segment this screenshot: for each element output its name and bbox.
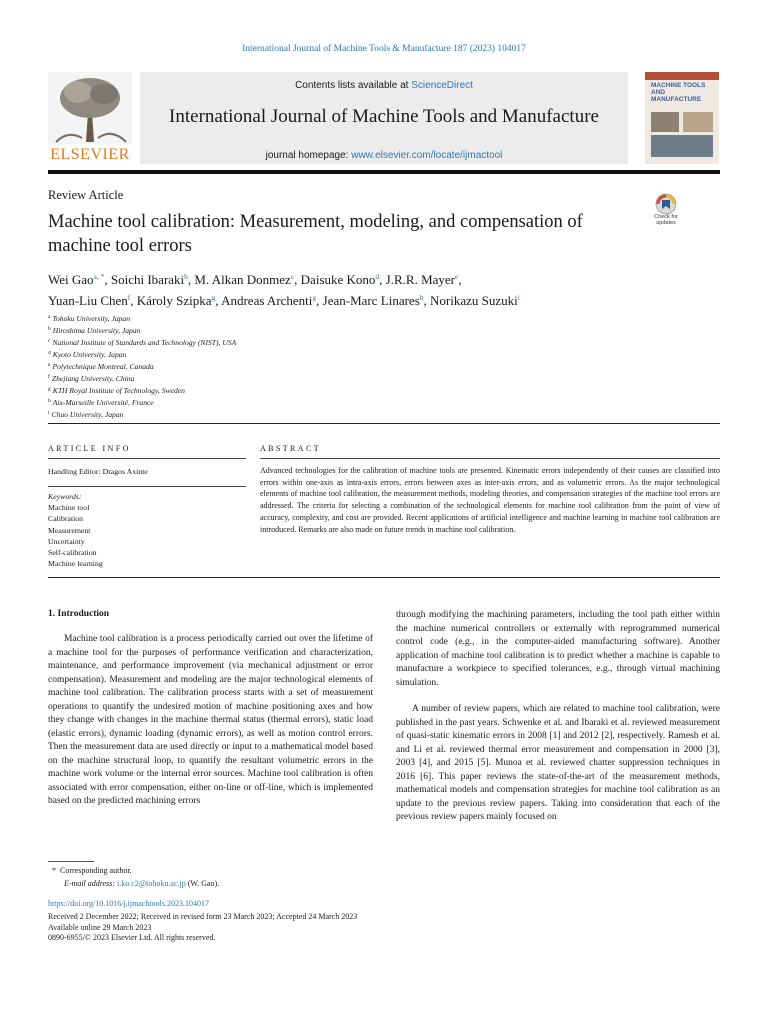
abstract-rule bbox=[260, 458, 720, 459]
author-name[interactable] bbox=[430, 293, 520, 308]
author-name-text: M. Alkan Donmez bbox=[194, 272, 291, 287]
cover-image bbox=[645, 72, 719, 164]
keyword-item: Calibration bbox=[48, 514, 84, 524]
author-name[interactable] bbox=[137, 293, 215, 308]
author-affiliation-mark[interactable]: e bbox=[455, 272, 459, 281]
keyword-item: Measurement bbox=[48, 525, 91, 535]
affiliation-mark: e bbox=[48, 362, 51, 368]
author-affiliation-mark[interactable]: b bbox=[184, 272, 188, 281]
affiliation-text: National Institute of Standards and Technology (NIST), USA bbox=[52, 338, 237, 347]
author-affiliation-mark[interactable]: g bbox=[211, 293, 216, 302]
sciencedirect-link[interactable]: ScienceDirect bbox=[411, 80, 473, 91]
author-name[interactable] bbox=[221, 293, 316, 308]
homepage-link[interactable]: www.elsevier.com/locate/ijmactool bbox=[351, 150, 503, 161]
elsevier-tree-icon bbox=[48, 72, 132, 144]
keywords-block bbox=[48, 491, 103, 569]
cover-photo bbox=[651, 135, 713, 157]
intro-paragraph-3: A number of review papers, which are related to machine tool calibration, were published in the past years. Schwenke et al. and Ibaraki et al. reviewed measurement of quasi-static kinematic errors in 2008 [1] and 2012 [2], respectively. Ramesh et al. and Li et al. reviewed thermal error measurement and compensation in 2000 [3], 2003 [4], and 2015 [5]. Munoa et al. reviewed chatter suppression techniques in 2016 [6]. This paper reviews the state-of-the-art of the measurement methods, mathematical models and compensation strategies for machine tool calibration as an update to the previous review papers. Taking into consideration that each of the previous review papers mainly focused on bbox=[396, 704, 720, 822]
author-name-text: Andreas Archenti bbox=[221, 293, 313, 308]
affiliation-item bbox=[48, 360, 548, 372]
keywords-label: Keywords: bbox=[48, 492, 82, 501]
corresponding-text: Corresponding author. bbox=[60, 866, 132, 875]
author-name-text: Soichi Ibaraki bbox=[110, 272, 185, 287]
article-type: Review Article bbox=[48, 188, 124, 202]
affiliation-item bbox=[48, 348, 548, 360]
keyword-item: Self-calibration bbox=[48, 548, 97, 558]
asterisk-mark: * bbox=[52, 866, 56, 875]
journal-header bbox=[140, 72, 628, 164]
journal-name: International Journal of Machine Tools and Manufacture bbox=[169, 106, 599, 127]
cover-photo bbox=[683, 112, 713, 132]
author-name[interactable] bbox=[323, 293, 424, 308]
check-updates-icon bbox=[646, 193, 686, 215]
affiliation-item bbox=[48, 336, 548, 348]
affiliation-text: Tohoku University, Japan bbox=[52, 314, 131, 323]
journal-cover[interactable] bbox=[645, 72, 719, 164]
header-rule bbox=[48, 170, 720, 174]
author-list: Wei Gao$^{a, *}$, Soichi Ibaraki$^b$, M. Alkan Donmez$^c$, Daisuke Kono$^d$, J.R.R. Mayer$^e$, Yuan-Liu Chen$^f$, Károly Szipka$^g$, Andreas Archenti$^g$, Jean-Marc Linares$^h$, Norikazu Suzuki$^i$ bbox=[48, 272, 520, 308]
journal-citation[interactable]: International Journal of Machine Tools & Manufacture 187 (2023) 104017 bbox=[242, 44, 526, 54]
cover-stripe bbox=[645, 72, 719, 80]
online-date: Available online 29 March 2023 bbox=[48, 922, 152, 932]
info-rule bbox=[48, 458, 246, 459]
email-label: E-mail address: bbox=[64, 879, 118, 888]
author-name[interactable] bbox=[111, 272, 188, 287]
affiliation-item bbox=[48, 372, 548, 384]
email-note bbox=[64, 879, 219, 888]
abstract-heading: ABSTRACT bbox=[260, 444, 321, 453]
affiliation-text: Chuo University, Japan bbox=[51, 410, 124, 419]
affiliation-item bbox=[48, 396, 548, 408]
homepage-line bbox=[140, 150, 628, 161]
section-rule bbox=[48, 577, 720, 578]
intro-paragraph-2: through modifying the machining parameters, including the tool path either within the machine numerical controllers or externally with reprogrammed numerical control code (e.g., in the computer-aided manufacturing software). Another application of machine tool calibration is to predict whether a machine is capable to manufacture a workpiece to specified tolerances, e.g., through virtual machining simulation. bbox=[396, 610, 720, 688]
author-affiliation-mark[interactable]: a, * bbox=[93, 272, 105, 281]
author-name-text: Norikazu Suzuki bbox=[430, 293, 518, 308]
author-affiliation-mark[interactable]: g bbox=[312, 293, 317, 302]
check-for-updates-button[interactable] bbox=[646, 193, 686, 233]
keyword-item: Machine learning bbox=[48, 559, 103, 569]
affiliation-item bbox=[48, 324, 548, 336]
email-suffix: (W. Gao). bbox=[185, 879, 220, 888]
author-name-text: Jean-Marc Linares bbox=[322, 293, 420, 308]
affiliation-mark: g bbox=[48, 386, 51, 392]
affiliation-mark: i bbox=[48, 410, 50, 416]
affiliation-mark: c bbox=[48, 338, 51, 344]
keyword-list bbox=[48, 502, 103, 569]
author-name-text: Yuan-Liu Chen bbox=[48, 293, 128, 308]
affiliation-text: Hiroshima University, Japan bbox=[52, 326, 141, 335]
article-info-heading: ARTICLE INFO bbox=[48, 444, 131, 453]
author-name[interactable] bbox=[48, 272, 104, 287]
affiliation-text: Polytechnique Montreal, Canada bbox=[52, 362, 154, 371]
affiliation-list bbox=[48, 312, 548, 420]
affiliation-text: Kyoto University, Japan bbox=[52, 350, 127, 359]
author-name[interactable] bbox=[48, 293, 130, 308]
author-name[interactable] bbox=[301, 272, 380, 287]
author-name[interactable] bbox=[194, 272, 294, 287]
publisher-name: ELSEVIER bbox=[50, 146, 130, 163]
keyword-item: Machine tool bbox=[48, 503, 90, 513]
intro-heading: 1. Introduction bbox=[48, 609, 110, 619]
intro-paragraph-1: Machine tool calibration is a process periodically carried out over the lifetime of a machine tool for the purposes of performance verification and characterization, maintenance, and performance improvement (via mechanical adjustment or error compensation). Measurement and modeling are the major technological elements of machine tool calibration. The calibration process starts with a set of measurement operations to quantify the undesired motion of machine positioning axes and how they change with changes in the machine thermal status (thermal errors), static load (elastic errors), dynamic loading (dynamic errors), as well as motion control errors. Then the measurement data are used directly or input to a mathematical model based on the machine structural loop, to quantify the resultant volumetric errors in the machine work volume or the internal error sources. Machine tool calibration is often associated with error compensation, either on-line or off-line, which is implemented based on the predicted machining errors bbox=[48, 634, 373, 806]
author-name-text: Daisuke Kono bbox=[300, 272, 376, 287]
author-affiliation-mark[interactable]: c bbox=[290, 272, 295, 281]
cover-title: MACHINE TOOLS AND MANUFACTURE bbox=[651, 82, 706, 103]
author-affiliation-mark[interactable]: f bbox=[127, 293, 131, 302]
section-rule bbox=[48, 423, 720, 424]
affiliation-item bbox=[48, 384, 548, 396]
copyright: 0890-6955/© 2023 Elsevier Ltd. All rights reserved. bbox=[48, 933, 216, 942]
author-name[interactable] bbox=[386, 272, 459, 287]
affiliation-mark: h bbox=[48, 398, 51, 404]
footnote-rule bbox=[48, 861, 94, 862]
info-rule bbox=[48, 486, 246, 487]
affiliation-mark: d bbox=[48, 350, 51, 356]
homepage-prefix: journal homepage: bbox=[265, 150, 352, 161]
affiliation-mark: a bbox=[48, 314, 51, 320]
contents-prefix: Contents lists available at bbox=[295, 80, 412, 91]
author-affiliation-mark[interactable]: h bbox=[419, 293, 424, 302]
author-name-text: Károly Szipka bbox=[136, 293, 212, 308]
elsevier-logo[interactable] bbox=[48, 72, 132, 164]
keyword-item: Uncertainty bbox=[48, 536, 85, 546]
author-name-text: Wei Gao bbox=[48, 272, 94, 287]
email-link[interactable]: i.ko.c2@tohoku.ac.jp bbox=[117, 879, 186, 888]
affiliation-mark: f bbox=[48, 374, 50, 380]
contents-line bbox=[140, 80, 628, 91]
affiliation-item bbox=[48, 312, 548, 324]
affiliation-text: Aix-Marseille Université, France bbox=[52, 398, 154, 407]
article-title: Machine tool calibration: Measurement, modeling, and compensation of machine tool errors bbox=[48, 212, 583, 256]
author-affiliation-mark[interactable]: d bbox=[375, 272, 380, 281]
affiliation-mark: b bbox=[48, 326, 51, 332]
affiliation-item bbox=[48, 408, 548, 420]
received-dates: Received 2 December 2022; Received in revised form 23 March 2023; Accepted 24 March 2023 bbox=[48, 912, 358, 921]
publication-dates bbox=[48, 912, 357, 944]
check-updates-label: Check for updates bbox=[654, 214, 678, 226]
handling-editor: Handling Editor: Dragos Axinte bbox=[48, 467, 148, 476]
author-affiliation-mark[interactable]: i bbox=[517, 293, 520, 302]
corresponding-note bbox=[52, 866, 132, 875]
affiliation-text: Zhejiang University, China bbox=[51, 374, 135, 383]
affiliation-text: KTH Royal Institute of Technology, Sweden bbox=[52, 386, 185, 395]
cover-photo bbox=[651, 112, 679, 132]
abstract-text: Advanced technologies for the calibration of machine tools are presented. Kinematic errors independently of their causes are classified into errors within one-axis as intra-axis errors, errors between axes as inter-axis errors, and as volumetric errors. As the major technological elements of machine tool calibration, the measurement methods, modeling theories, and compensation strategies of the machine tool errors are addressed. The criteria for selecting a combination of the technological elements for machine tool calibration from the point of view of accuracy, complexity, and cost are provided. Recent applications of artificial intelligence and machine learning in machine tool calibration are introduced. Remarks are also made on future trends in machine tool calibration. bbox=[260, 466, 720, 534]
author-name-text: J.R.R. Mayer bbox=[385, 272, 456, 287]
doi-link[interactable]: https://doi.org/10.1016/j.ijmachtools.2023.104017 bbox=[48, 899, 209, 908]
